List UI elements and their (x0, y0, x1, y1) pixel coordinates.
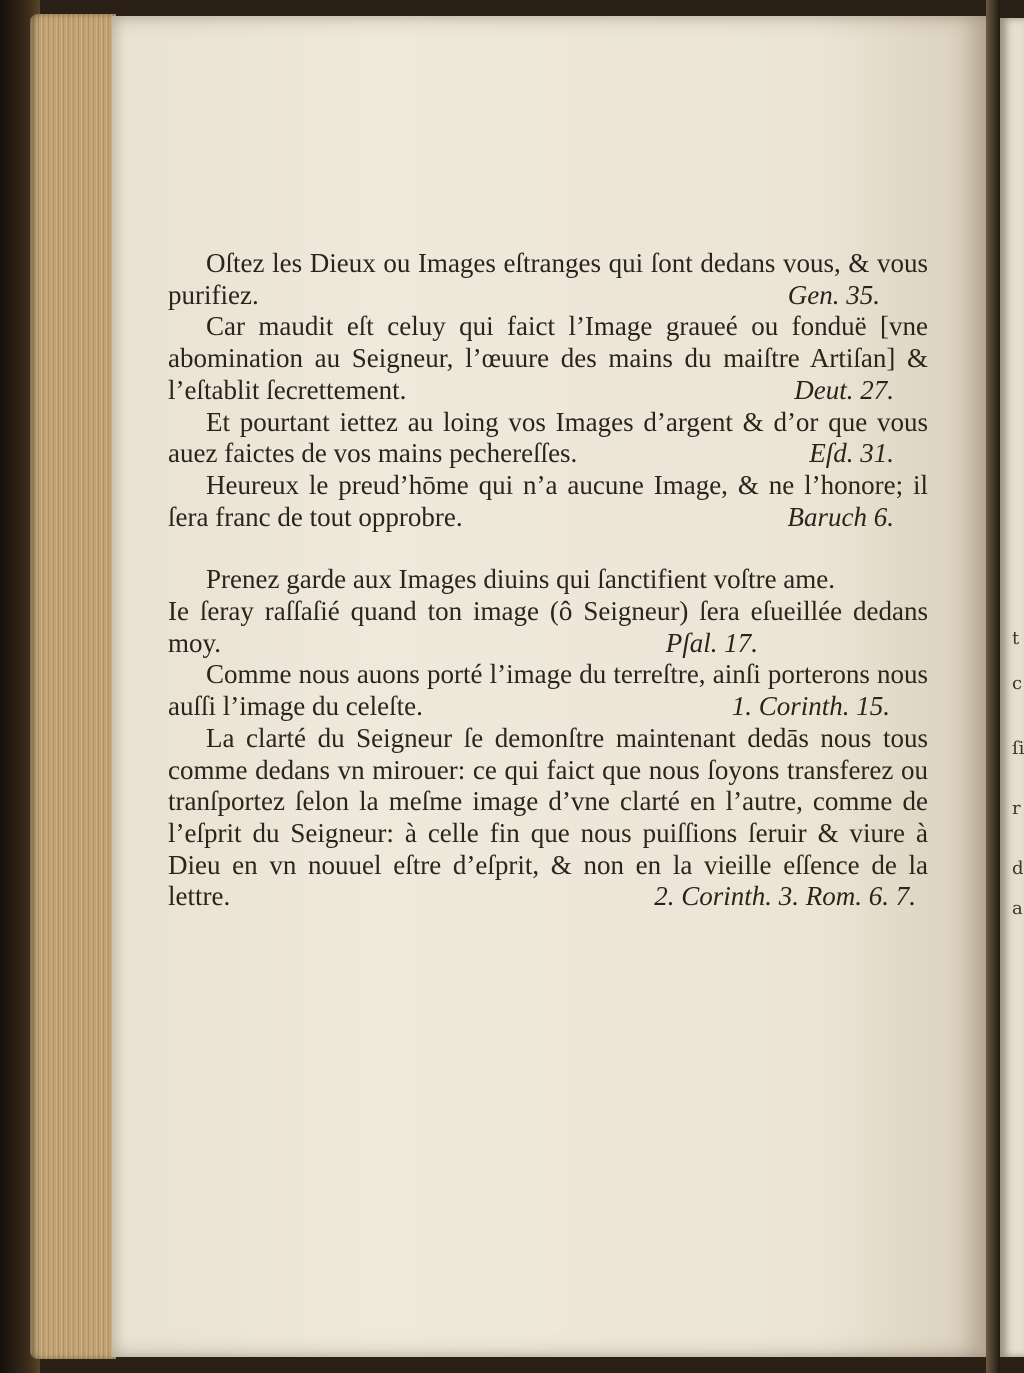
scripture-reference: Eſd. 31. (809, 438, 894, 469)
scripture-reference: Pſal. 17. (665, 627, 758, 658)
verse-baruch-6: Heureux le preud’hōme qui n’a aucune Image, & ne l’honore; il ſera franc de tout opprobre. Baruch 6. (168, 469, 928, 532)
verse-deut-27: Car maudit eſt celuy qui faict l’Image graueé ou fonduë [vne abomination au Seigneur, l’œuure des mains du maiſtre Artiſan] & l’eſtablit ſecrettement. Deut. 27. (168, 311, 928, 405)
page-text (168, 248, 928, 913)
scripture-reference: Gen. 35. (787, 279, 880, 310)
verse-psal-17: Ie ſeray raſſaſié quand ton image (ô Seigneur) ſera eſueillée dedans moy. Pſal. 17. (168, 596, 928, 658)
adjacent-fragment: c (1012, 673, 1023, 694)
verse-images-diuins: Prenez garde aux Images diuins qui ſanctifient voſtre ame. (206, 564, 836, 595)
verse-esd-31: Et pourtant iettez au loing vos Images d’argent & d’or que vous auez faictes de vos mains pechereſſes. Eſd. 31. (168, 406, 928, 469)
book-gutter (986, 0, 1000, 1373)
adjacent-fragment: r (1012, 798, 1021, 819)
verse-2-corinth-3: La clarté du Seigneur ſe demonſtre maintenant dedās nous tous comme dedans vn mirouer: ce qui faict que nous ſoyons transferez ou tranſportez ſelon la meſme image d’vne clarté en l’autre, comme de l’eſprit du Seigneur: à celle fin que nous puiſſions ſeruir & viure à Dieu en vn nouuel eſtre d’eſprit, & non en la vieille eſſence de la lettre. 2. Corinth. 3. Rom. 6. 7. (168, 722, 928, 912)
scripture-reference: Deut. 27. (794, 374, 894, 405)
adjacent-fragment: a (1012, 898, 1023, 919)
verse-gen-35: Oſtez les Dieux ou Images eſtranges qui ſont dedans vous, & vous purifiez. Gen. 35. (168, 248, 928, 310)
scripture-reference: Baruch 6. (787, 501, 894, 532)
adjacent-fragment: t (1012, 628, 1020, 649)
scripture-reference: 1. Corinth. 15. (731, 691, 890, 722)
verse-1-corinth-15: Comme nous auons porté l’image du terreſtre, ainſi porterons nous auſſi l’image du celeſte. 1. Corinth. 15. (168, 659, 928, 722)
scripture-reference: 2. Corinth. 3. Rom. 6. 7. (654, 881, 916, 912)
adjacent-fragment: ſi (1012, 738, 1024, 759)
page-edges (30, 14, 116, 1359)
adjacent-fragment: d (1012, 858, 1024, 879)
adjacent-page-edge (1000, 18, 1024, 1357)
